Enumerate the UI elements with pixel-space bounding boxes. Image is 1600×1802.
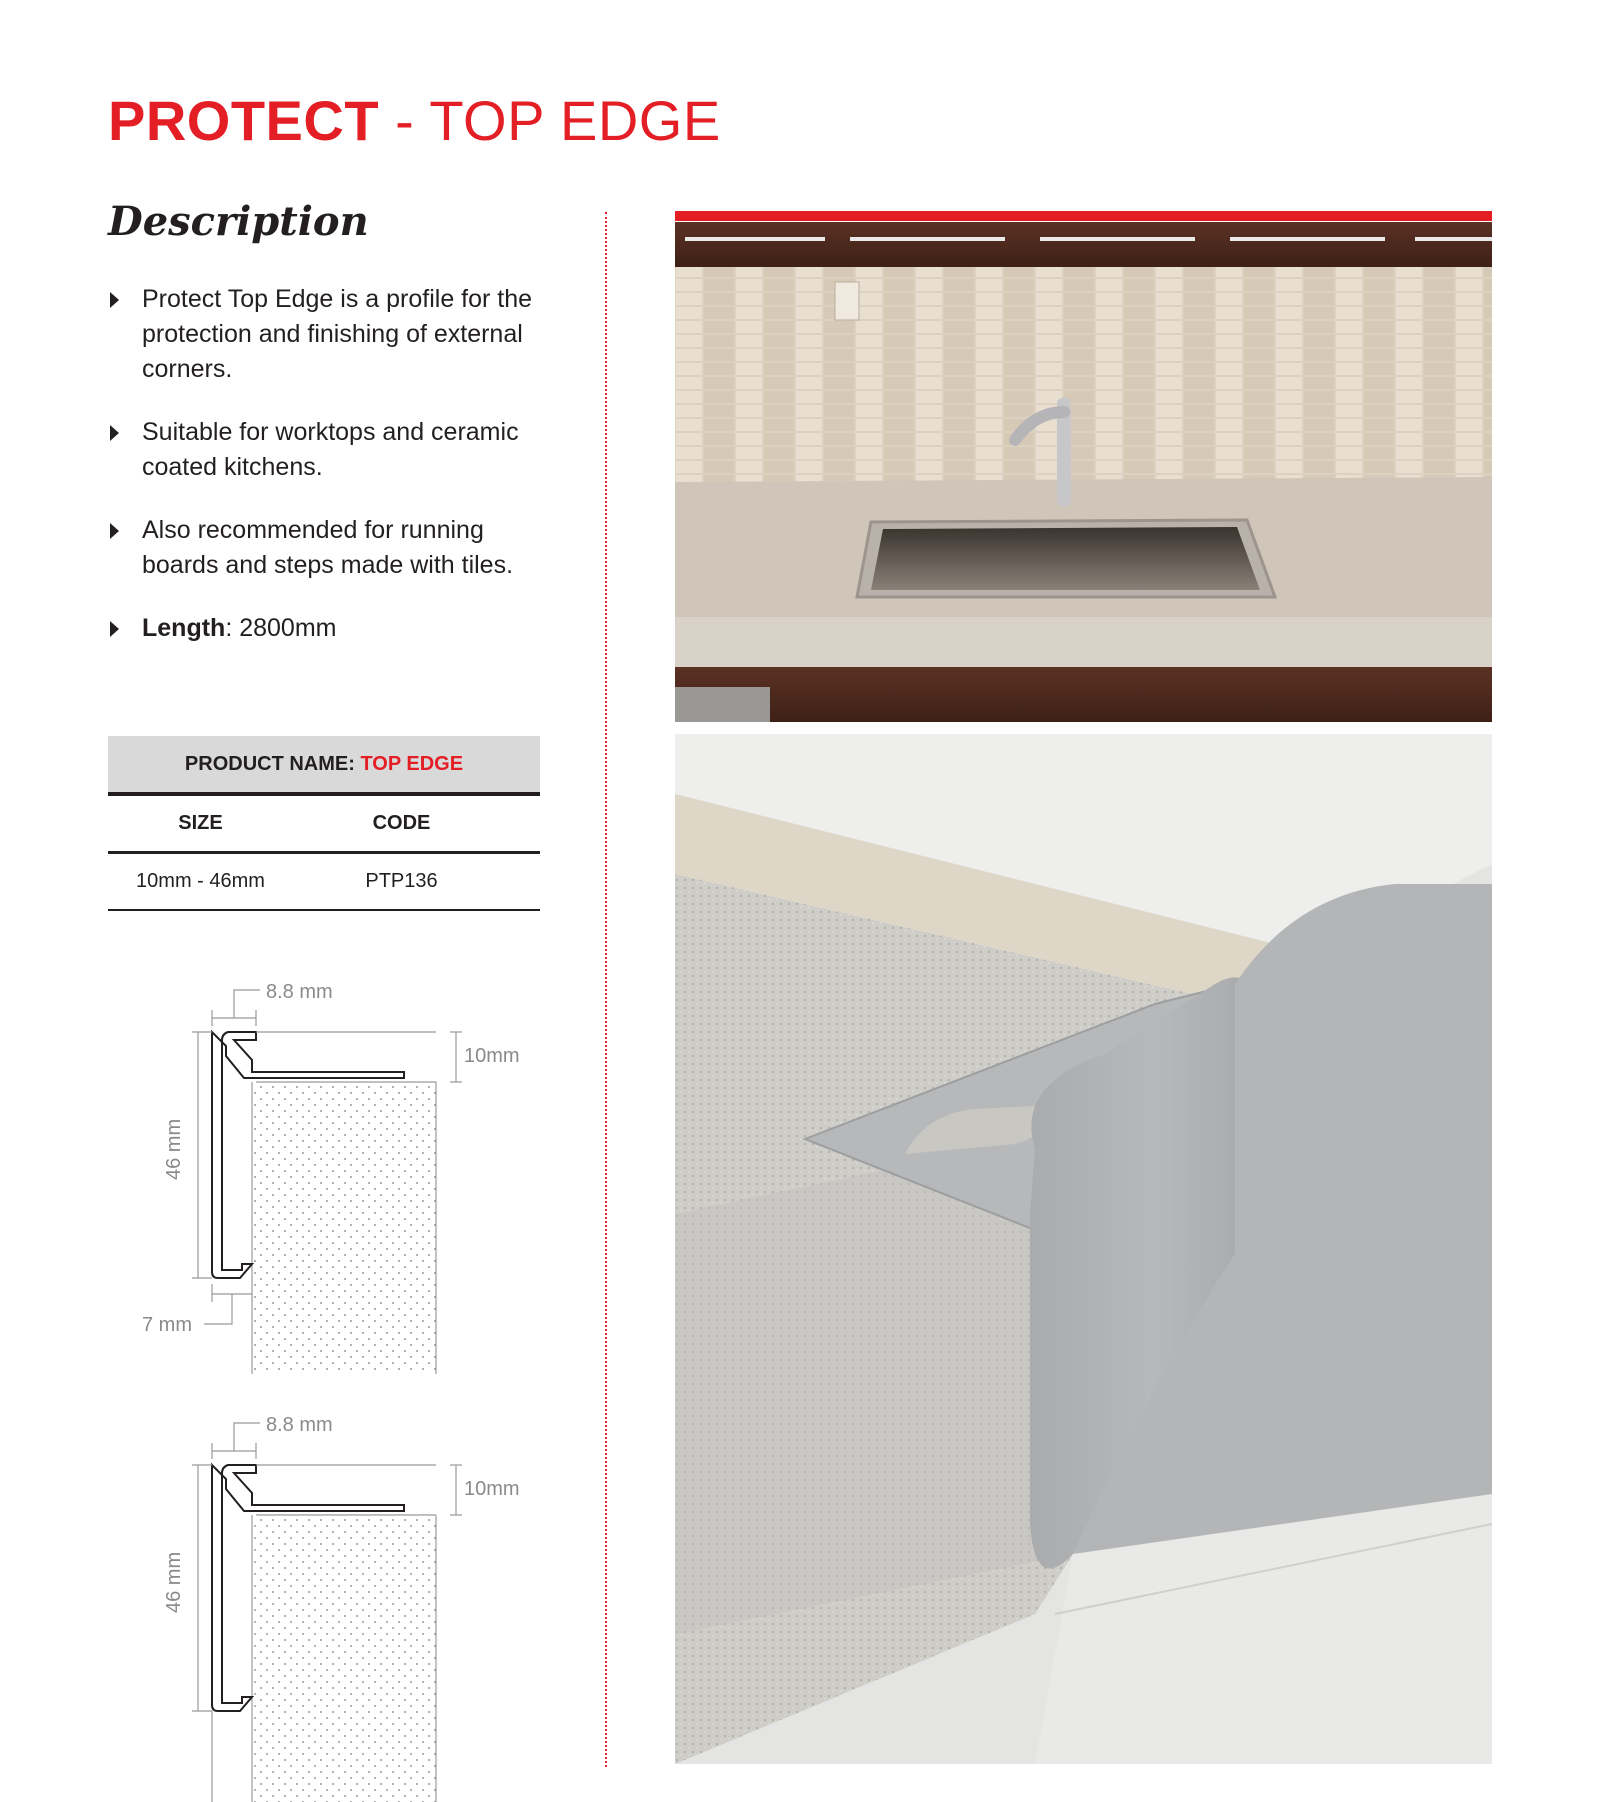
table-column-headers [108,796,540,854]
product-name-label: PRODUCT NAME: [184,753,361,775]
product-name-value: TOP EDGE [360,753,464,775]
bullet-text: Suitable for worktops and ceramic coated kitchens. [142,418,519,481]
bullet-arrow-icon [110,292,119,308]
profile-photo [675,734,1492,1764]
bullet-text: Also recommended for running boards and steps made with tiles. [142,516,514,579]
profile-drawing-1 [108,970,568,1380]
dim-top-width: 8.8 mm [266,1414,333,1436]
description-list [108,282,548,674]
title-product: TOP EDGE [429,89,721,152]
description-heading: Description [108,198,369,245]
title-brand: PROTECT [108,89,380,152]
length-value: : 2800mm [225,614,337,642]
substrate-area [252,1082,436,1374]
cell-size: 10mm - 46mm [136,870,265,892]
column-divider [605,212,607,1767]
description-item [108,282,548,387]
bullet-arrow-icon [110,425,119,441]
description-item [108,513,548,583]
product-name-header [108,736,540,796]
dim-lip-height: 10mm [464,1478,520,1500]
photo-accent-bar [675,211,1492,221]
page-title [108,86,721,156]
bullet-arrow-icon [110,523,119,539]
length-label: Length [142,614,226,642]
column-size: SIZE [178,812,223,834]
dim-bottom-width: 7 mm [142,1314,192,1336]
title-separator: - [379,89,430,152]
dim-total-height: 46 mm [163,1551,185,1613]
dim-total-height: 46 mm [163,1118,185,1180]
bullet-text: Protect Top Edge is a profile for the protection and finishing of external corners. [142,285,533,383]
substrate-area [252,1515,436,1802]
description-item [108,415,548,485]
cell-code: PTP136 [365,870,438,892]
dim-lip-height: 10mm [464,1045,520,1067]
dim-top-width: 8.8 mm [266,981,333,1003]
description-item [108,611,548,646]
product-table [108,736,540,911]
column-code: CODE [372,812,431,834]
table-row [108,854,540,911]
kitchen-photo [675,222,1492,722]
profile-drawing-2 [108,1403,568,1802]
bullet-arrow-icon [110,621,119,637]
